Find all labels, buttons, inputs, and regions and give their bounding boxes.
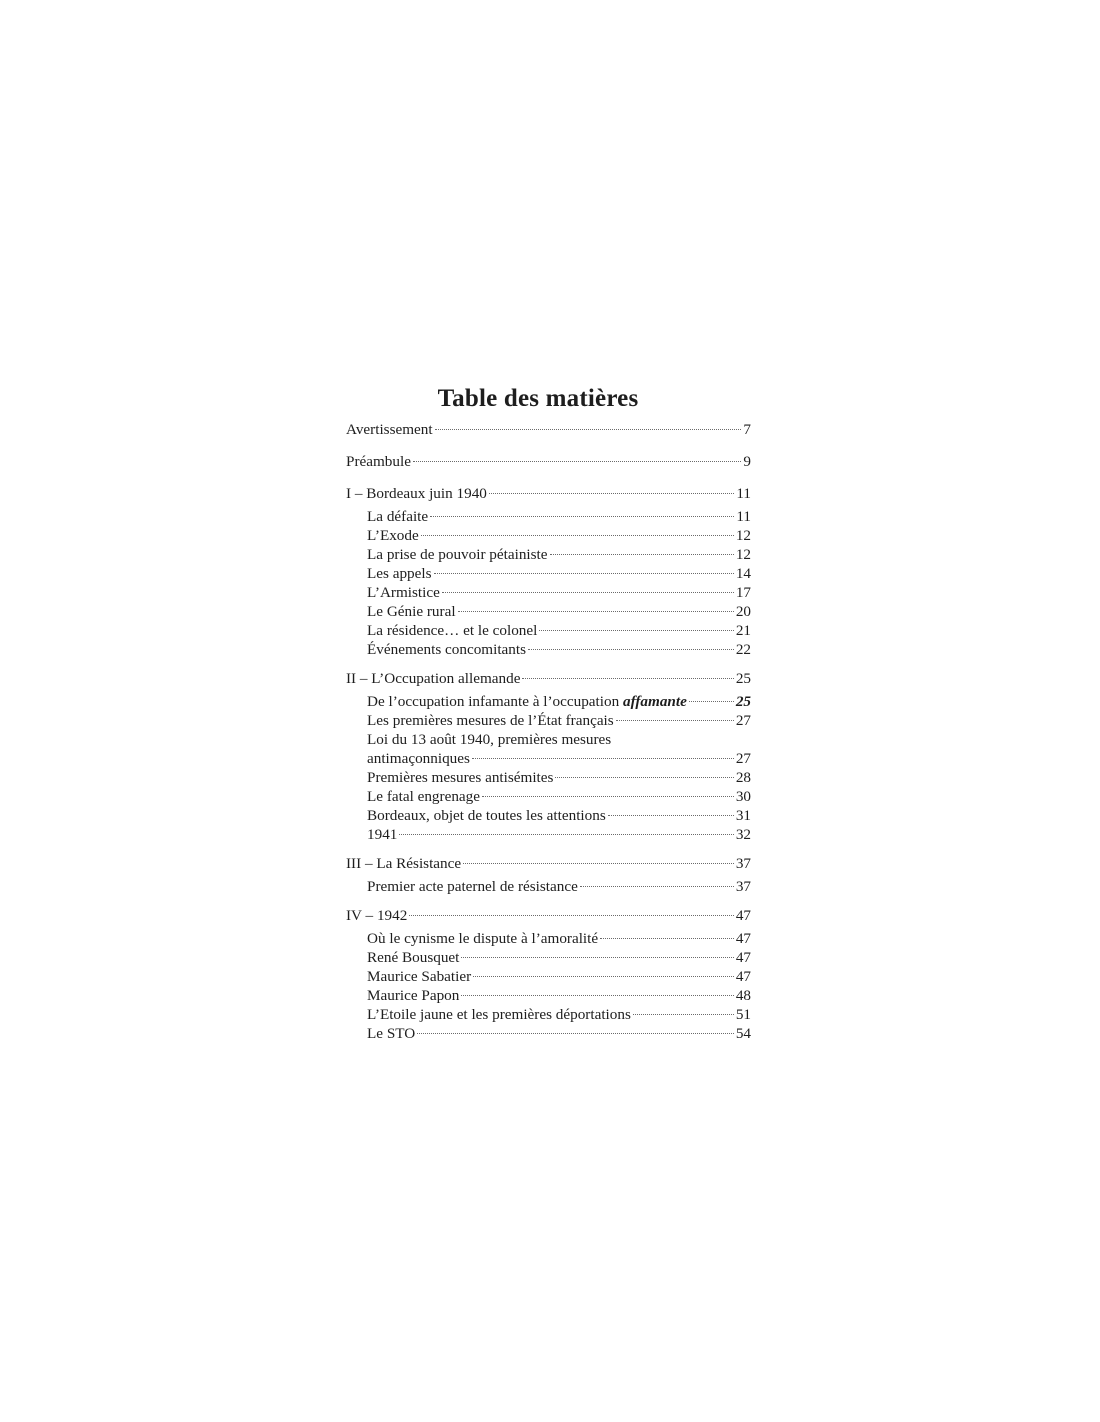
toc-page-number: 7 (743, 421, 751, 438)
dot-leader (413, 461, 741, 462)
toc-page-number: 31 (735, 807, 751, 824)
toc-entry-label: Avertissement (346, 421, 433, 438)
toc-part-3[interactable] (346, 854, 751, 873)
toc-entry[interactable] (346, 545, 751, 564)
toc-page-number: 51 (735, 1006, 751, 1023)
dot-leader (435, 429, 742, 430)
dot-leader (409, 915, 733, 916)
toc-page-number: 30 (735, 788, 751, 805)
toc-entry[interactable] (346, 1005, 751, 1024)
toc-entry-preambule[interactable] (346, 452, 751, 471)
toc-entry-label: antimaçonniques (367, 750, 470, 767)
toc-entry-label (367, 692, 687, 711)
toc-entry-label: L’Armistice (367, 584, 440, 601)
toc-page-number: 47 (735, 968, 751, 985)
dot-leader (399, 834, 733, 835)
toc-page-number: 14 (735, 565, 751, 582)
toc-entry[interactable] (346, 787, 751, 806)
toc-page-number: 47 (735, 907, 751, 924)
toc-entry-label: La prise de pouvoir pétainiste (367, 546, 548, 563)
toc-page-number: 37 (735, 878, 751, 895)
dot-leader (600, 938, 734, 939)
dot-leader (550, 554, 734, 555)
table-of-contents (346, 420, 751, 1043)
toc-entry-label: Le STO (367, 1025, 416, 1042)
toc-entry-label: Le fatal engrenage (367, 788, 480, 805)
toc-part-2[interactable] (346, 669, 751, 688)
toc-page-number: 32 (735, 826, 751, 843)
toc-page-number: 11 (736, 485, 751, 502)
toc-entry-label: Où le cynisme le dispute à l’amoralité (367, 930, 599, 947)
toc-entry[interactable] (346, 621, 751, 640)
toc-entry-label: Premières mesures antisémites (367, 769, 554, 786)
dot-leader (463, 863, 734, 864)
toc-page-number: 22 (735, 641, 751, 658)
dot-leader (616, 720, 734, 721)
toc-entry[interactable] (346, 507, 751, 526)
toc-entry-label: Préambule (346, 453, 411, 470)
toc-page-number: 47 (735, 949, 751, 966)
toc-entry-label: Loi du 13 août 1940, premières mesures (367, 731, 612, 748)
toc-entry-label: Maurice Papon (367, 987, 460, 1004)
toc-page-number: 48 (735, 987, 751, 1004)
toc-entry[interactable] (346, 602, 751, 621)
toc-entry[interactable] (346, 768, 751, 787)
toc-entry-label-text: De l’occupation infamante à l’occupation (367, 693, 620, 710)
toc-entry-label-emphasis: affamante (622, 693, 687, 710)
toc-page-number: 28 (735, 769, 751, 786)
dot-leader (689, 701, 734, 702)
toc-entry-label: IV – 1942 (346, 907, 408, 924)
toc-entry[interactable] (346, 825, 751, 844)
toc-page-number: 37 (735, 855, 751, 872)
dot-leader (633, 1014, 734, 1015)
toc-entry-label: 1941 (367, 826, 398, 843)
toc-entry[interactable] (346, 711, 751, 730)
toc-entry[interactable] (346, 986, 751, 1005)
toc-entry-label: Maurice Sabatier (367, 968, 472, 985)
dot-leader (555, 777, 733, 778)
toc-entry-label: L’Exode (367, 527, 419, 544)
toc-part-4[interactable] (346, 906, 751, 925)
toc-entry-label: Le Génie rural (367, 603, 456, 620)
toc-entry[interactable] (346, 583, 751, 602)
dot-leader (528, 649, 734, 650)
toc-entry[interactable] (346, 640, 751, 659)
toc-entry-label: Les appels (367, 565, 432, 582)
toc-entry[interactable] (346, 1024, 751, 1043)
dot-leader (482, 796, 734, 797)
toc-entry-label: Événements concomitants (367, 641, 527, 658)
dot-leader (522, 678, 733, 679)
toc-entry-line-1[interactable] (346, 730, 751, 749)
toc-page-number: 11 (736, 508, 751, 525)
toc-entry[interactable] (346, 948, 751, 967)
toc-entry-label: René Bousquet (367, 949, 460, 966)
toc-entry-label: La résidence… et le colonel (367, 622, 538, 639)
dot-leader (539, 630, 733, 631)
dot-leader (421, 535, 734, 536)
toc-entry-label: Bordeaux, objet de toutes les attentions (367, 807, 606, 824)
toc-page-number: 17 (735, 584, 751, 601)
toc-page-number: 9 (743, 453, 751, 470)
toc-entry-line-2[interactable] (346, 749, 751, 768)
dot-leader (489, 493, 734, 494)
toc-entry-label: II – L’Occupation allemande (346, 670, 521, 687)
toc-part-1[interactable] (346, 484, 751, 503)
toc-page-number: 20 (735, 603, 751, 620)
page-title: Table des matières (437, 384, 639, 412)
dot-leader (417, 1033, 734, 1034)
toc-entry[interactable] (346, 877, 751, 896)
toc-entry[interactable] (346, 929, 751, 948)
dot-leader (473, 976, 734, 977)
toc-entry-label: Les premières mesures de l’État français (367, 712, 614, 729)
dot-leader (608, 815, 734, 816)
toc-page-number: 25 (735, 693, 751, 710)
toc-page-number: 21 (735, 622, 751, 639)
toc-page-number: 47 (735, 930, 751, 947)
toc-entry[interactable] (346, 692, 751, 711)
toc-page-number: 27 (735, 750, 751, 767)
toc-page-number: 54 (735, 1025, 751, 1042)
toc-entry-label: Premier acte paternel de résistance (367, 878, 578, 895)
toc-page-number: 12 (735, 546, 751, 563)
toc-entry[interactable] (346, 967, 751, 986)
toc-page-number: 25 (735, 670, 751, 687)
dot-leader (580, 886, 734, 887)
dot-leader (430, 516, 734, 517)
toc-entry[interactable] (346, 564, 751, 583)
toc-page-number: 27 (735, 712, 751, 729)
toc-entry-label: La défaite (367, 508, 429, 525)
toc-entry-label: L’Etoile jaune et les premières déportations (367, 1006, 631, 1023)
dot-leader (434, 573, 734, 574)
toc-entry-label: III – La Résistance (346, 855, 462, 872)
dot-leader (458, 611, 734, 612)
toc-entry-label: I – Bordeaux juin 1940 (346, 485, 487, 502)
toc-entry-avertissement[interactable] (346, 420, 751, 439)
dot-leader (461, 995, 733, 996)
dot-leader (442, 592, 734, 593)
dot-leader (472, 758, 734, 759)
toc-entry[interactable] (346, 806, 751, 825)
toc-page-number: 12 (735, 527, 751, 544)
dot-leader (461, 957, 733, 958)
toc-entry[interactable] (346, 526, 751, 545)
